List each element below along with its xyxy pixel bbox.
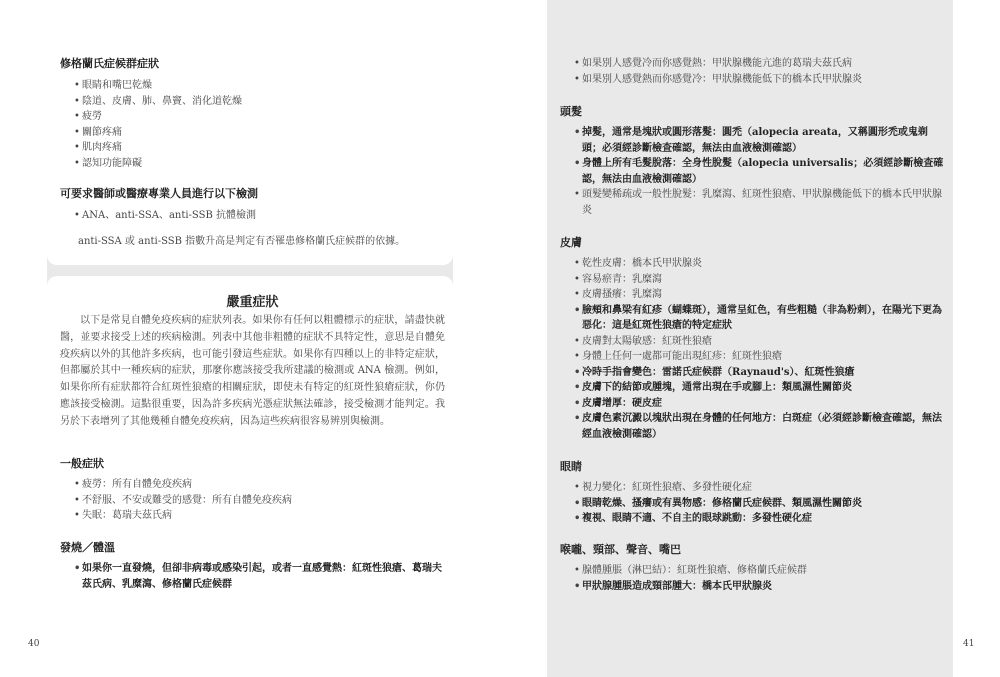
- tests-section: [60, 186, 445, 250]
- list-item: • 複視、眼睛不適、不自主的眼球跳動：多發性硬化症: [560, 511, 945, 527]
- page-number-left: 40: [28, 639, 40, 649]
- list-item: • 肌肉疼痛: [60, 140, 445, 156]
- skin-section: [560, 235, 945, 442]
- fever-list: [60, 561, 445, 592]
- list-item: • 掉髮，通常是塊狀或圓形落髮：圓禿（alopecia areata，又稱圓形禿或鬼剃頭；必須經診斷檢查確認，無法由血液檢測確認）: [560, 125, 945, 156]
- general-heading: 一般症狀: [60, 457, 104, 470]
- throat-heading: 喉嚨、頸部、聲音、嘴巴: [560, 543, 681, 556]
- hair-list: [560, 125, 945, 218]
- general-section: [60, 456, 445, 524]
- throat-list: [560, 563, 945, 594]
- sjogren-list: [60, 78, 445, 171]
- skin-list: [560, 256, 945, 442]
- hair-heading: 頭髮: [560, 105, 582, 118]
- list-item: • 如果別人感覺熱而你感覺冷：甲狀腺機能低下的橋本氏甲狀腺炎: [560, 72, 945, 88]
- eyes-list: [560, 480, 945, 527]
- tests-heading: 可要求醫師或醫療專業人員進行以下檢測: [60, 187, 258, 200]
- list-item: • 容易瘀青：乳糜瀉: [560, 272, 945, 288]
- temperature-list: [560, 56, 945, 87]
- list-item: • 如果你一直發燒，但卻非病毒或感染引起，或者一直感覺熱：紅斑性狼瘡、葛瑞夫茲氏病、乳糜瀉、修格蘭氏症候群: [60, 561, 445, 592]
- list-item: • ANA、anti-SSA、anti-SSB 抗體檢測: [60, 208, 445, 224]
- list-item: • 認知功能障礙: [60, 156, 445, 172]
- list-item: • 眼睛乾燥、搔癢或有異物感：修格蘭氏症候群、類風濕性關節炎: [560, 496, 945, 512]
- severe-section: [60, 291, 445, 431]
- sjogren-section: [60, 56, 445, 171]
- general-list: [60, 477, 445, 524]
- throat-section: [560, 542, 945, 594]
- list-item: • 疲勞：所有自體免疫疾病: [60, 477, 445, 493]
- page-number-right: 41: [963, 639, 975, 649]
- sjogren-heading: 修格蘭氏症候群症狀: [60, 57, 159, 70]
- list-item: • 視力變化：紅斑性狼瘡、多發性硬化症: [560, 480, 945, 496]
- list-item: • 陰道、皮膚、肺、鼻竇、消化道乾燥: [60, 94, 445, 110]
- list-item: • 甲狀腺腫脹造成頸部腫大：橋本氏甲狀腺炎: [560, 579, 945, 595]
- skin-heading: 皮膚: [560, 236, 582, 249]
- tests-list: [60, 208, 445, 224]
- list-item: • 皮膚色素沉澱以塊狀出現在身體的任何地方：白斑症（必須經診斷檢查確認，無法經血液檢測確認）: [560, 411, 945, 442]
- tests-note: anti-SSA 或 anti-SSB 指數升高是判定有否罹患修格蘭氏症候群的依據。: [78, 235, 406, 247]
- fever-heading: 發燒／體溫: [60, 541, 115, 554]
- eyes-section: [560, 459, 945, 527]
- list-item: • 冷時手指會變色：雷諾氏症候群（Raynaud's）、紅斑性狼瘡: [560, 365, 945, 381]
- list-item: • 皮膚下的結節或腫塊，通常出現在手或腳上：類風濕性關節炎: [560, 380, 945, 396]
- list-item: • 頭髮變稀疏或一般性脫髮：乳糜瀉、紅斑性狼瘡、甲狀腺機能低下的橋本氏甲狀腺炎: [560, 187, 945, 218]
- eyes-heading: 眼睛: [560, 460, 582, 473]
- list-item: • 皮膚搔癢：乳糜瀉: [560, 287, 945, 303]
- fever-section: [60, 540, 445, 592]
- list-item: • 臉頰和鼻梁有紅疹（蝴蝶斑），通常呈紅色，有些粗糙（非為粉刺），在陽光下更為惡化：這是紅斑性狼瘡的特定症狀: [560, 303, 945, 334]
- list-item: • 關節疼痛: [60, 125, 445, 141]
- list-item: • 不舒服、不安或難受的感覺：所有自體免疫疾病: [60, 493, 445, 509]
- list-item: • 皮膚對太陽敏感：紅斑性狼瘡: [560, 334, 945, 350]
- list-item: • 如果別人感覺冷而你感覺熱：甲狀腺機能亢進的葛瑞夫茲氏病: [560, 56, 945, 72]
- list-item: • 腺體腫脹（淋巴結）：紅斑性狼瘡、修格蘭氏症候群: [560, 563, 945, 579]
- list-item: • 疲勞: [60, 109, 445, 125]
- list-item: • 身體上所有毛髮脫落：全身性脫髮（alopecia universalis；必須經診斷檢查確認，無法由血液檢測確認）: [560, 156, 945, 187]
- list-item: • 失眠：葛瑞夫茲氏病: [60, 508, 445, 524]
- temperature-continued: [560, 56, 945, 87]
- hair-section: [560, 104, 945, 218]
- list-item: • 乾性皮膚：橋本氏甲狀腺炎: [560, 256, 945, 272]
- list-item: • 身體上任何一處都可能出現紅疹：紅斑性狼瘡: [560, 349, 945, 365]
- severe-paragraph: 以下是常見自體免疫疾病的症狀列表。如果你有任何以粗體標示的症狀，請盡快就醫，並要求接受上述的疾病檢測。列表中其他非粗體的症狀不具特定性，意思是自體免疫疾病以外的其他許多疾病，也可能引發這些症狀。如果你有四種以上的非特定症狀，但都屬於其中一種疾病的症狀，那麼你應該接受我所建議的檢測或 ANA 檢測。例如，如果你所有症狀都符合紅斑性狼瘡的相關症狀，即使未有特定的紅斑性狼瘡症狀，你仍應該接受檢測。這點很重要，因為許多疾病光憑症狀無法確診，接受檢測才能判定。我另於下表增列了其他幾種自體免疫疾病，因為這些疾病很容易辨別與檢測。: [60, 315, 445, 427]
- list-item: • 皮膚增厚：硬皮症: [560, 396, 945, 412]
- list-item: • 眼睛和嘴巴乾燥: [60, 78, 445, 94]
- severe-title: 嚴重症狀: [226, 295, 279, 310]
